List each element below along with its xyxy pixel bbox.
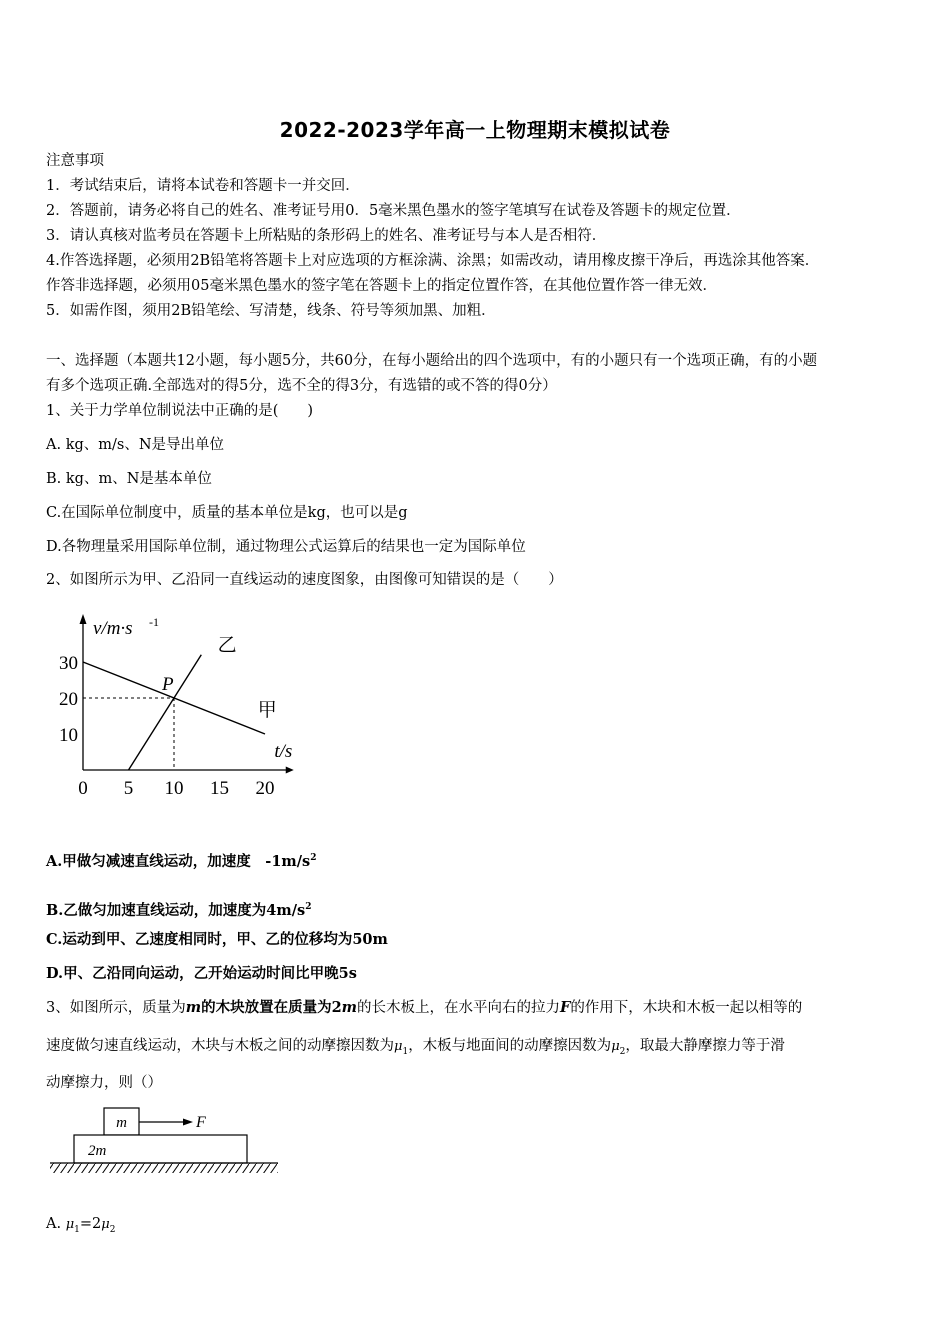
series-label-yi: 乙 [217, 635, 237, 657]
y-axis-arrow [80, 614, 87, 624]
q3-stem-line1 [46, 998, 802, 1018]
q2-option-a [46, 848, 316, 872]
notice-item-2: 2．答题前，请务必将自己的姓名、准考证号用0．5毫米黑色墨水的签字笔填写在试卷及答题卡的规定位置． [46, 203, 741, 219]
q3-option-a-mid: =2 [79, 1216, 102, 1232]
y-axis-label: v/m·s [93, 618, 133, 639]
q3-option-a-mu1: μ [65, 1217, 75, 1232]
point-label: P [162, 674, 174, 695]
notice-item-4: 4.作答选择题，必须用2B铅笔将答题卡上对应选项的方框涂满、涂黑；如需改动，请用橡皮擦干净后，再选涂其他答案． [46, 253, 820, 269]
q3-mu2: μ [611, 1039, 620, 1054]
force-arrow-head [183, 1119, 193, 1126]
q3-var-f: F [560, 999, 571, 1016]
y-tick-label: 20 [59, 689, 78, 710]
series-line-yi [129, 655, 202, 770]
q2-option-d: D.甲、乙沿同向运动，乙开始运动时间比甲晚5s [46, 965, 357, 982]
series-label-jia: 甲 [257, 700, 277, 721]
page-title: 2022-2023学年高一上物理期末模拟试卷 [279, 118, 671, 142]
section-heading-line2: 有多个选项正确.全部选对的得5分，选不全的得3分，有选错的或不答的得0分） [46, 378, 557, 394]
q1-option-d: D.各物理量采用国际单位制，通过物理公式运算后的结果也一定为国际单位 [46, 539, 526, 555]
block-label: m [116, 1115, 127, 1131]
q3-stem-part: ，木板与地面间的动摩擦因数为 [408, 1038, 612, 1054]
ground-hatch [50, 1163, 278, 1173]
q3-stem-part: ，取最大静摩擦力等于滑 [625, 1038, 785, 1054]
notice-item-1: 1．考试结束后，请将本试卷和答题卡一并交回． [46, 178, 360, 194]
x-tick-label: 0 [78, 778, 88, 799]
q3-mu1: μ [394, 1039, 403, 1054]
q3-stem-part: 的木块放置在质量为2 [201, 999, 342, 1016]
x-tick-label: 10 [164, 778, 184, 799]
q2-option-a-text: A.甲做匀减速直线运动，加速度 -1m/s [46, 852, 311, 870]
q3-sub2: 2 [619, 1046, 626, 1057]
notice-heading: 注意事项 [46, 153, 104, 169]
q2-option-b-text: B.乙做匀加速直线运动，加速度为4m/s [46, 901, 306, 919]
q1-option-c: C.在国际单位制度中，质量的基本单位是kg，也可以是g [46, 505, 408, 521]
x-tick-label: 5 [123, 778, 134, 799]
x-tick-label: 20 [255, 778, 275, 799]
q1-option-b: B. kg、m、N是基本单位 [46, 471, 212, 487]
x-axis-label: t/s [274, 741, 293, 762]
q3-option-a-prefix: A. [46, 1216, 66, 1232]
q3-stem-line2 [46, 1036, 785, 1062]
block-board-figure [46, 1104, 286, 1180]
y-axis-label-sup: -1 [149, 615, 159, 629]
board-label: 2m [88, 1143, 107, 1159]
q3-option-a-sub1: 1 [74, 1224, 80, 1235]
notice-item-3: 3．请认真核对监考员在答题卡上所粘贴的条形码上的姓名、准考证号与本人是否相符． [46, 228, 607, 244]
q3-option-a-sub2: 2 [109, 1224, 116, 1235]
notice-item-6: 5．如需作图，须用2B铅笔绘、写清楚，线条、符号等须加黑、加粗． [46, 303, 496, 319]
q3-stem-part: 速度做匀速直线运动，木块与木板之间的动摩擦因数为 [46, 1038, 394, 1054]
x-axis-arrow [286, 767, 294, 774]
force-label: F [196, 1114, 206, 1131]
q3-var-m: m [185, 999, 202, 1016]
q1-stem: 1、关于力学单位制说法中正确的是( ) [46, 403, 314, 419]
y-tick-label: 30 [59, 653, 78, 674]
q1-option-a: A. kg、m/s、N是导出单位 [46, 437, 225, 453]
section-heading-line1: 一、选择题（本题共12小题，每小题5分，共60分，在每小题给出的四个选项中，有的小题只有一个选项正确，有的小题 [46, 353, 818, 369]
q3-stem-part: 3、如图所示，质量为 [46, 1000, 186, 1016]
q3-stem-part: 的长木板上，在水平向右的拉力 [357, 1000, 561, 1016]
q3-stem-line3: 动摩擦力，则（） [46, 1075, 162, 1091]
q3-option-a [46, 1214, 115, 1240]
q3-sub1: 1 [402, 1046, 409, 1057]
q2-option-c: C.运动到甲、乙速度相同时，甲、乙的位移均为50m [46, 931, 388, 948]
q3-var-m: m [341, 999, 358, 1016]
notice-item-5: 作答非选择题，必须用05毫米黑色墨水的签字笔在答题卡上的指定位置作答，在其他位置作答一律无效． [46, 278, 717, 294]
q3-stem-part: 的作用下，木块和木板一起以相等的 [570, 1000, 803, 1016]
q2-stem: 2、如图所示为甲、乙沿同一直线运动的速度图象，由图像可知错误的是（ ） [46, 572, 563, 588]
q3-option-a-mu2: μ [101, 1217, 110, 1232]
q2-option-b-sup: 2 [305, 902, 312, 912]
q2-option-a-sup: 2 [310, 853, 317, 863]
x-tick-label: 15 [210, 778, 229, 799]
y-tick-label: 10 [59, 725, 78, 746]
q2-option-b [46, 897, 311, 921]
velocity-time-chart [46, 606, 346, 806]
